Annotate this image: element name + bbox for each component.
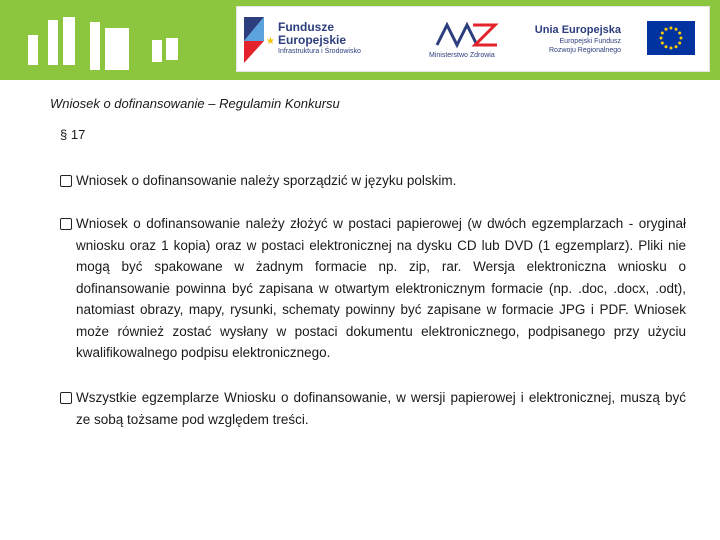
ministerstwo-zdrowia-caption: Ministerstwo Zdrowia bbox=[429, 52, 495, 59]
checkbox-bullet-icon bbox=[60, 218, 72, 230]
checkbox-bullet-icon bbox=[60, 392, 72, 404]
list-item bbox=[60, 170, 686, 192]
ue-line3: Rozwoju Regionalnego bbox=[549, 47, 621, 54]
fundusze-europejskie-text bbox=[278, 21, 361, 56]
eu-flag-icon bbox=[647, 21, 695, 55]
checkbox-bullet-icon bbox=[60, 175, 72, 187]
decor-shape bbox=[48, 20, 58, 65]
decor-shape bbox=[63, 17, 75, 65]
svg-text:★: ★ bbox=[266, 36, 275, 47]
bullet-text: Wszystkie egzemplarze Wniosku o dofinansowanie, w wersji papierowej i elektronicznej, muszą być ze sobą tożsame pod względem treści. bbox=[76, 390, 686, 427]
ministerstwo-zdrowia-logo-icon bbox=[435, 19, 499, 51]
decor-shape bbox=[90, 22, 100, 70]
fundusze-line1: Fundusze bbox=[278, 20, 334, 34]
fundusze-line2: Europejskie bbox=[278, 33, 347, 47]
list-item bbox=[60, 213, 686, 364]
document-title: Wniosek o dofinansowanie – Regulamin Konkursu bbox=[50, 96, 340, 111]
fundusze-line3: Infrastruktura i Środowisko bbox=[278, 48, 361, 55]
unia-europejska-text bbox=[497, 23, 621, 55]
decor-shape bbox=[166, 38, 178, 60]
fundusze-europejskie-logo-icon bbox=[240, 11, 280, 67]
ue-title: Unia Europejska bbox=[534, 24, 621, 36]
bullet-text: Wniosek o dofinansowanie należy złożyć w postaci papierowej (w dwóch egzemplarzach - oryginał wniosku oraz 1 kopia) oraz w postaci elektronicznej na dysku CD lub DVD (1 egzemplarz). Pliki nie mogą być spakowane w żadnym formacie np. zip, rar. Wersja elektroniczna wniosku o dofinansowanie powinna być zapisana w otwartym elektronicznym formacie (np. .doc, .docx, .odt), natomiast obrazy, mapy, rysunki, schematy powinny być zapisane w formacie JPG i PDF. Wniosek może również zostać wysłany w postaci dokumentu elektronicznego, podpisanego przy użyciu kwalifikowalnego podpisu elektronicznego. bbox=[76, 216, 686, 360]
decor-shape bbox=[152, 40, 162, 62]
list-item bbox=[60, 387, 686, 430]
header-banner bbox=[0, 0, 720, 80]
decor-shape bbox=[105, 28, 129, 70]
decor-shape bbox=[28, 35, 38, 65]
logo-strip bbox=[236, 6, 710, 72]
section-number: § 17 bbox=[60, 127, 86, 142]
bullet-text: Wniosek o dofinansowanie należy sporządzić w języku polskim. bbox=[76, 173, 457, 188]
ue-line2: Europejski Fundusz bbox=[559, 38, 621, 45]
